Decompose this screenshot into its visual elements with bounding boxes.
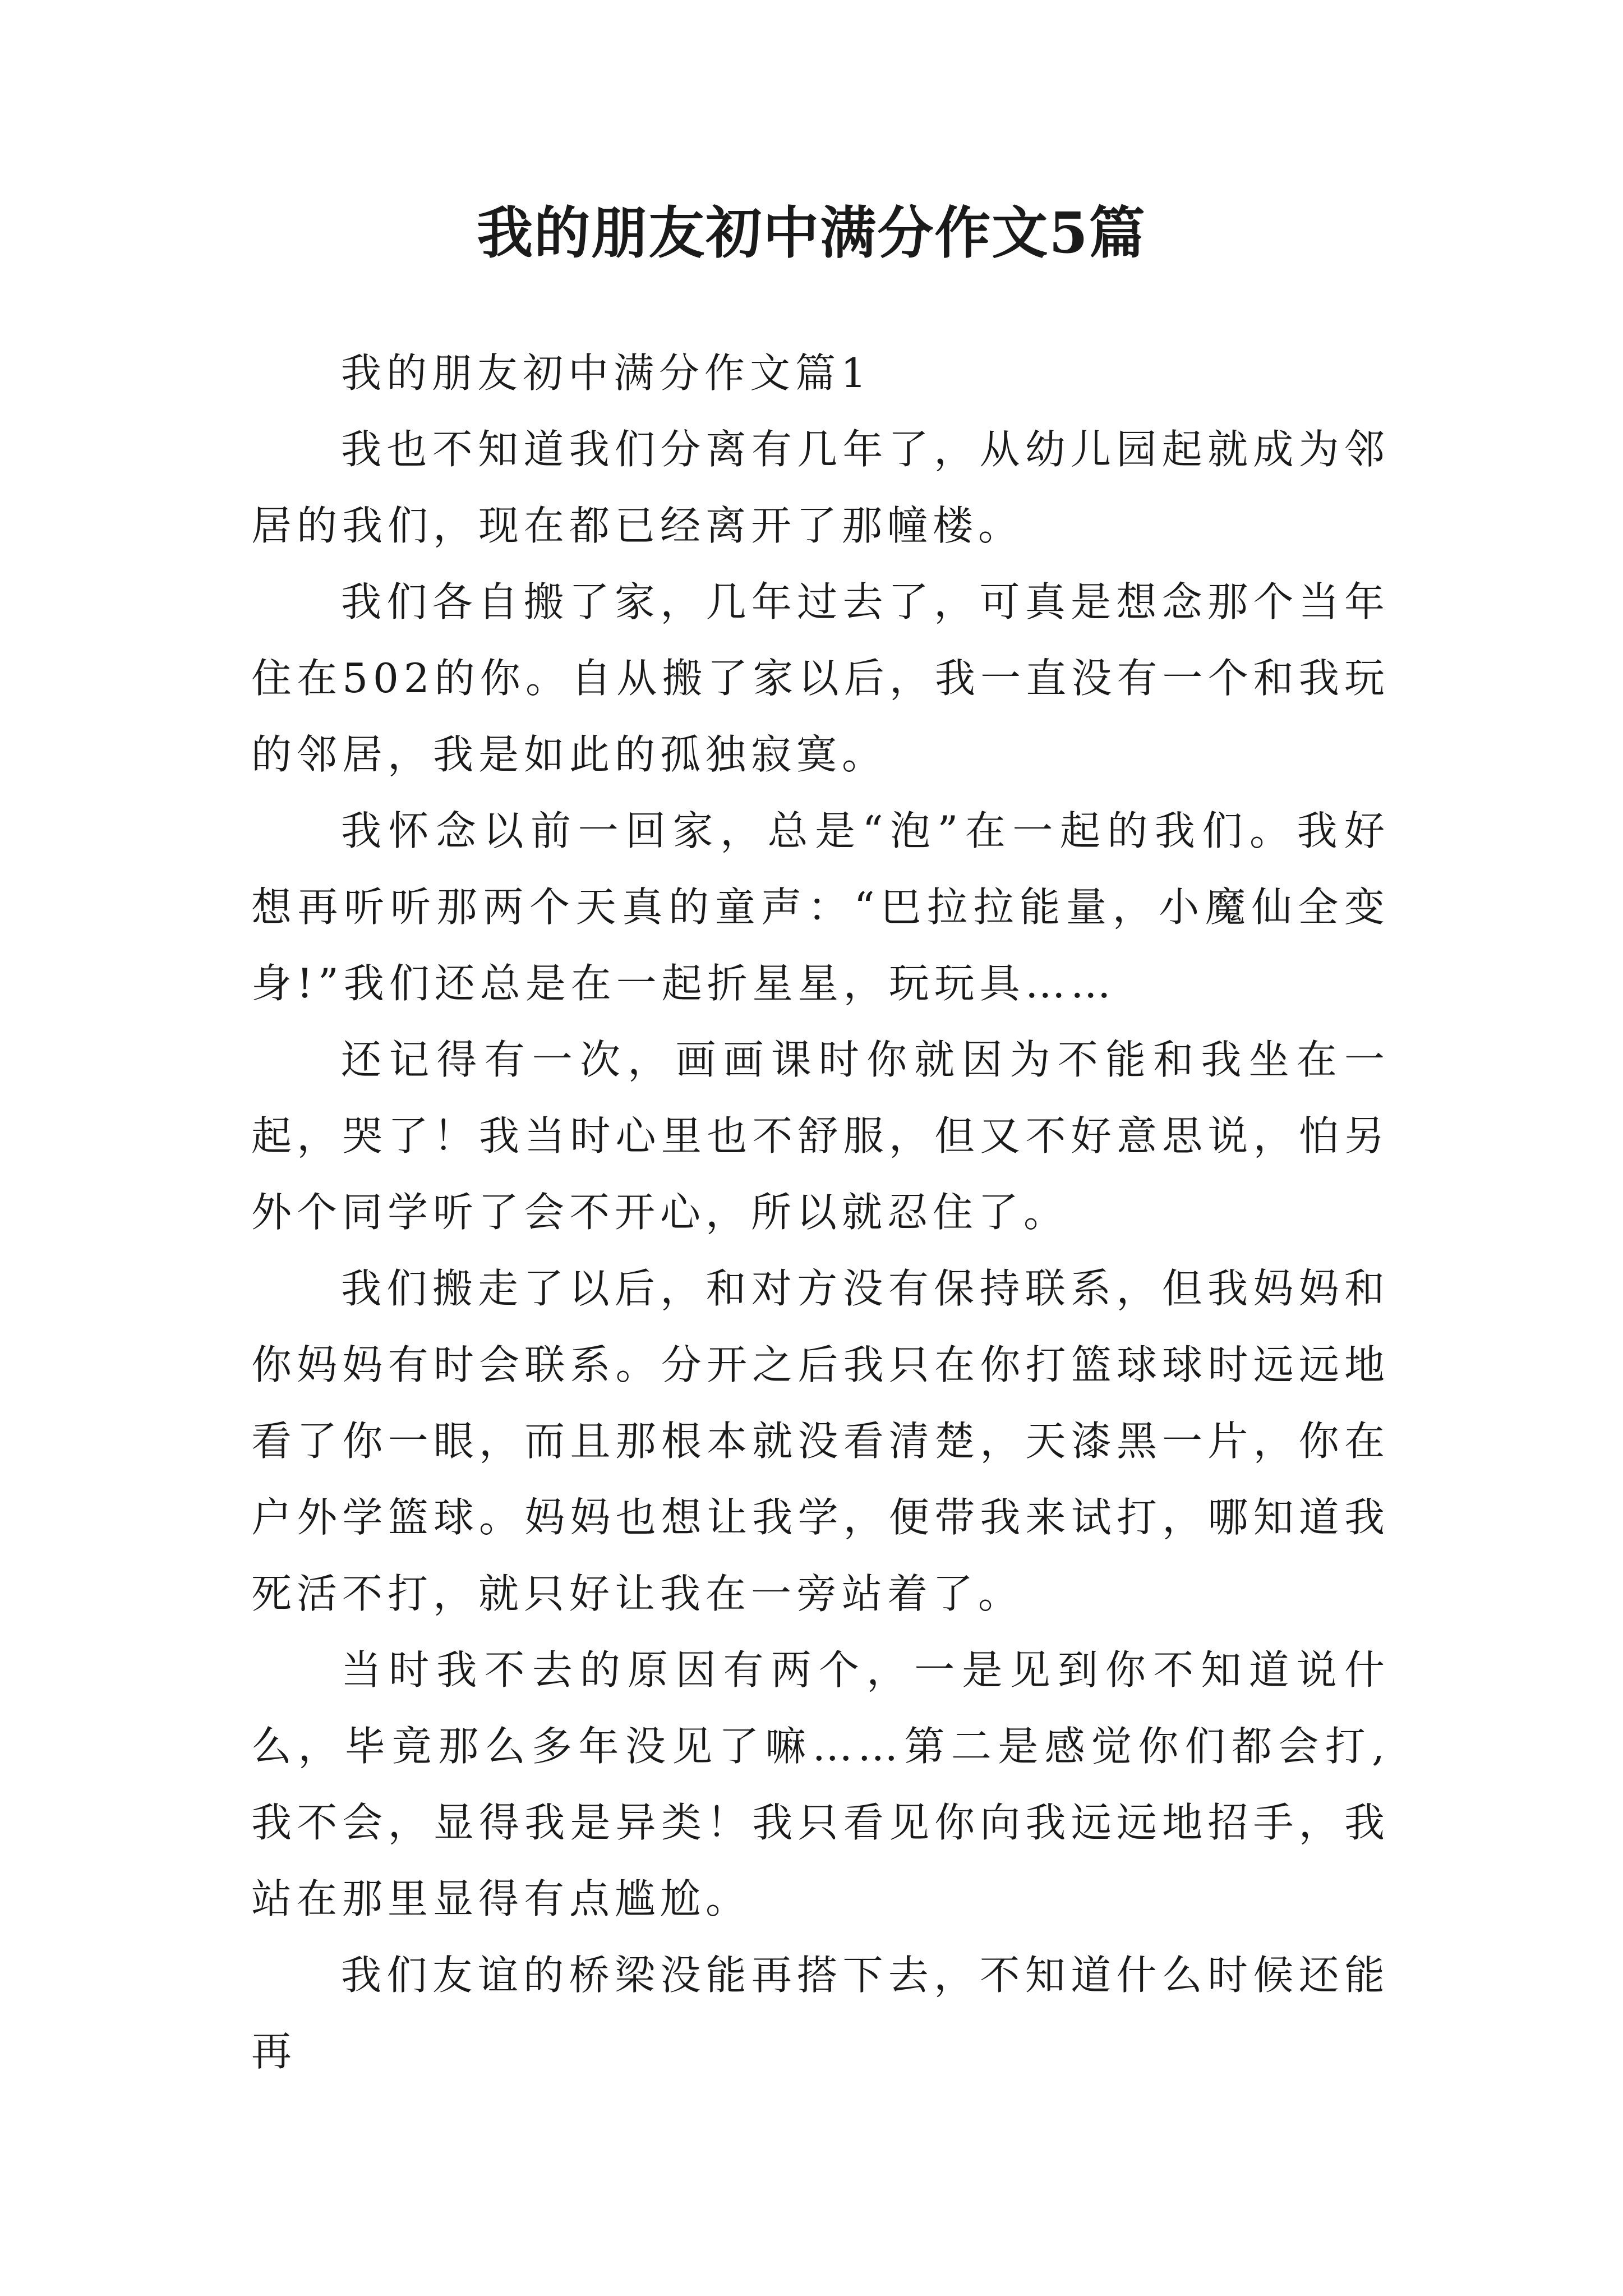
section-heading: 我的朋友初中满分作文篇1	[341, 349, 872, 397]
document-title: 我的朋友初中满分作文5篇	[477, 200, 1146, 266]
paragraph: 我怀念以前一回家，总是“泡”在一起的我们。我好想再听听那两个天真的童声：“巴拉拉能量，小魔仙全变身!”我们还总是在一起折星星，玩玩具……	[251, 807, 1390, 1007]
paragraph: 当时我不去的原因有两个，一是见到你不知道说什么，毕竟那么多年没见了嘛……第二是感觉你们都会打,我不会，显得我是异类！我只看见你向我远远地招手，我站在那里显得有点尴尬。	[251, 1646, 1390, 1922]
paragraph: 我也不知道我们分离有几年了，从幼儿园起就成为邻居的我们，现在都已经离开了那幢楼。	[251, 426, 1390, 549]
paragraph: 还记得有一次，画画课时你就因为不能和我坐在一起，哭了！我当时心里也不舒服，但又不好意思说，怕另外个同学听了会不开心，所以就忍住了。	[251, 1036, 1390, 1236]
paragraph: 我们搬走了以后，和对方没有保持联系，但我妈妈和你妈妈有时会联系。分开之后我只在你打篮球球时远远地看了你一眼，而且那根本就没看清楚，天漆黑一片，你在户外学篮球。妈妈也想让我学，便带我来试打，哪知道我死活不打，就只好让我在一旁站着了。	[251, 1265, 1390, 1617]
paragraph: 我们友谊的桥梁没能再搭下去，不知道什么时候还能再	[251, 1952, 1390, 2075]
document-body	[251, 335, 1390, 2090]
paragraph: 我们各自搬了家，几年过去了，可真是想念那个当年住在502的你。自从搬了家以后，我一直没有一个和我玩的邻居，我是如此的孤独寂寞。	[251, 578, 1390, 778]
